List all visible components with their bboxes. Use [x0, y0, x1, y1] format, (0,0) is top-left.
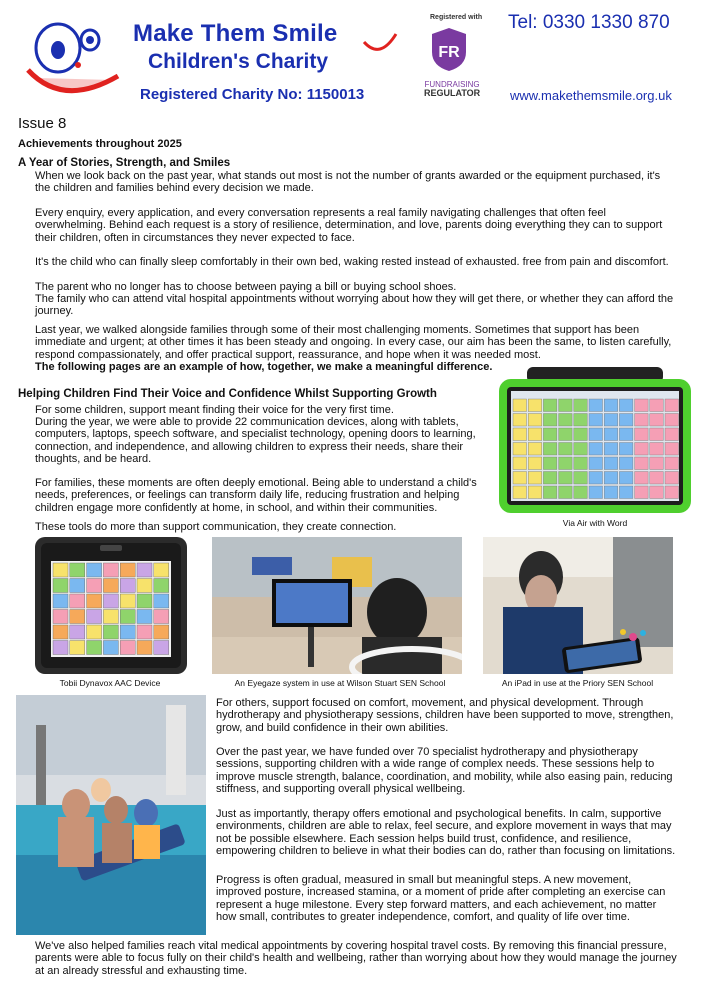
paragraph: During the year, we were able to provide 22 communication devices, along with tablets, computers, laptops, speech software, and specialist technology, opening doors to learning, connection, and independence, and allowing children to express their needs, share their thoughts, and be heard.: [35, 416, 476, 466]
regulator-badge-text: FR: [438, 44, 460, 61]
charity-number: Registered Charity No: 1150013: [140, 86, 365, 103]
paragraph: Progress is often gradual, measured in small but meaningful steps. A new movement, improved posture, increased stamina, or a moment of pride after completing an exercise can represent a huge milestone. Every step forward matters, and each achievement, no matter how small, contributes to greater independence, comfort, and quality of life over time.: [216, 874, 666, 924]
caption: An iPad in use at the Priory SEN School: [501, 678, 654, 688]
issue-number: Issue 8: [18, 115, 67, 132]
paragraph: Just as importantly, therapy offers emotional and psychological benefits. In calm, supportive environments, children are able to relax, feel secure, and explore movement in ways that may not be possible elsewhere. Each session helps build trust, confidence, and resilience, empowering children to believe in what their bodies can do, rather than focusing on limitations.: [216, 808, 676, 858]
paragraph: Last year, we walked alongside families through some of their most challenging moments. Sometimes that support has been immediate and urgent; at other times it has been steady and ongoing. In every case, our aim has been the same, to listen carefully, respond compassionately, and offer practical support, reassurance, and hope when it was needed most.: [35, 324, 672, 361]
caption: Via Air with Word: [562, 518, 628, 528]
regulator-name: [424, 80, 480, 98]
phone-number: Tel: 0330 1330 870: [508, 12, 670, 33]
paragraph-bold: The following pages are an example of how, together, we make a meaningful difference.: [35, 361, 493, 373]
regulator-label: Registered with: [430, 14, 483, 21]
aac-device-photo: [497, 367, 693, 514]
charity-title: Make Them Smile: [133, 20, 338, 47]
tobii-device-photo: [35, 537, 187, 674]
paragraph: When we look back on the past year, what stands out most is not the number of grants awarded or the equipment purchased, it's the children and families behind every decision we made.: [35, 170, 661, 195]
fundraising-regulator-logo: [430, 26, 468, 70]
smile-swoosh-icon: [360, 20, 400, 60]
heading-year-of-stories: A Year of Stories, Strength, and Smiles: [18, 157, 231, 169]
paragraph: For families, these moments are often deeply emotional. Being able to understand a child's needs, preferences, or feelings can transform daily life, reducing frustration and helping children engage more confidently at home, in school, and within their communities.: [35, 477, 477, 514]
paragraph: We've also helped families reach vital medical appointments by covering hospital travel costs. By removing this financial pressure, parents were able to focus fully on their child's health and wellbeing, rather than worrying about how they would manage the journey at an already stressful and exhausting time.: [35, 940, 677, 977]
paragraph: It's the child who can finally sleep comfortably in their own bed, waking rested instead of exhausted. free from pain and discomfort.: [35, 256, 669, 268]
charity-subtitle: Children's Charity: [148, 50, 329, 73]
paragraph: The parent who no longer has to choose between paying a bill or buying school shoes.: [35, 281, 457, 293]
paragraph: Every enquiry, every application, and every conversation represents a real family navigating challenges that often feel overwhelming. Behind each request is a story of resilience, determination, and love, parents doing everything they can to support their children, often in circumstances they never expected to face.: [35, 207, 663, 244]
paragraph: For others, support focused on comfort, movement, and physical development. Through hydrotherapy and physiotherapy sessions, children have been supported to move, strengthen, grow, and build confidence in their own abilities.: [216, 697, 674, 734]
hydrotherapy-photo: [16, 695, 206, 935]
regulator-name-line1: FUNDRAISING: [424, 80, 480, 89]
caption: An Eyegaze system in use at Wilson Stuart SEN School: [234, 678, 446, 688]
caption: Tobii Dynavox AAC Device: [59, 678, 161, 688]
regulator-name-line2: REGULATOR: [424, 88, 481, 98]
paragraph: These tools do more than support communication, they create connection.: [35, 521, 397, 533]
section-title: Achievements throughout 2025: [18, 138, 182, 150]
paragraph: For some children, support meant finding their voice for the very first time.: [35, 404, 394, 416]
ipad-photo: [483, 537, 673, 674]
website-link[interactable]: www.makethemsmile.org.uk: [510, 88, 672, 103]
heading-helping-children: Helping Children Find Their Voice and Confidence Whilst Supporting Growth: [18, 388, 437, 400]
paragraph: Over the past year, we have funded over 70 specialist hydrotherapy and physiotherapy sessions, supporting children with a wide range of complex needs. These sessions help to improve muscle strength, balance, coordination, and mobility, while also easing pain, reducing stiffness, and supporting overall physical wellbeing.: [216, 746, 673, 796]
smiley-logo: [18, 10, 128, 108]
paragraph: The family who can attend vital hospital appointments without worrying about how they will get there, or whether they can afford the journey.: [35, 293, 674, 318]
eyegaze-photo: [212, 537, 462, 674]
